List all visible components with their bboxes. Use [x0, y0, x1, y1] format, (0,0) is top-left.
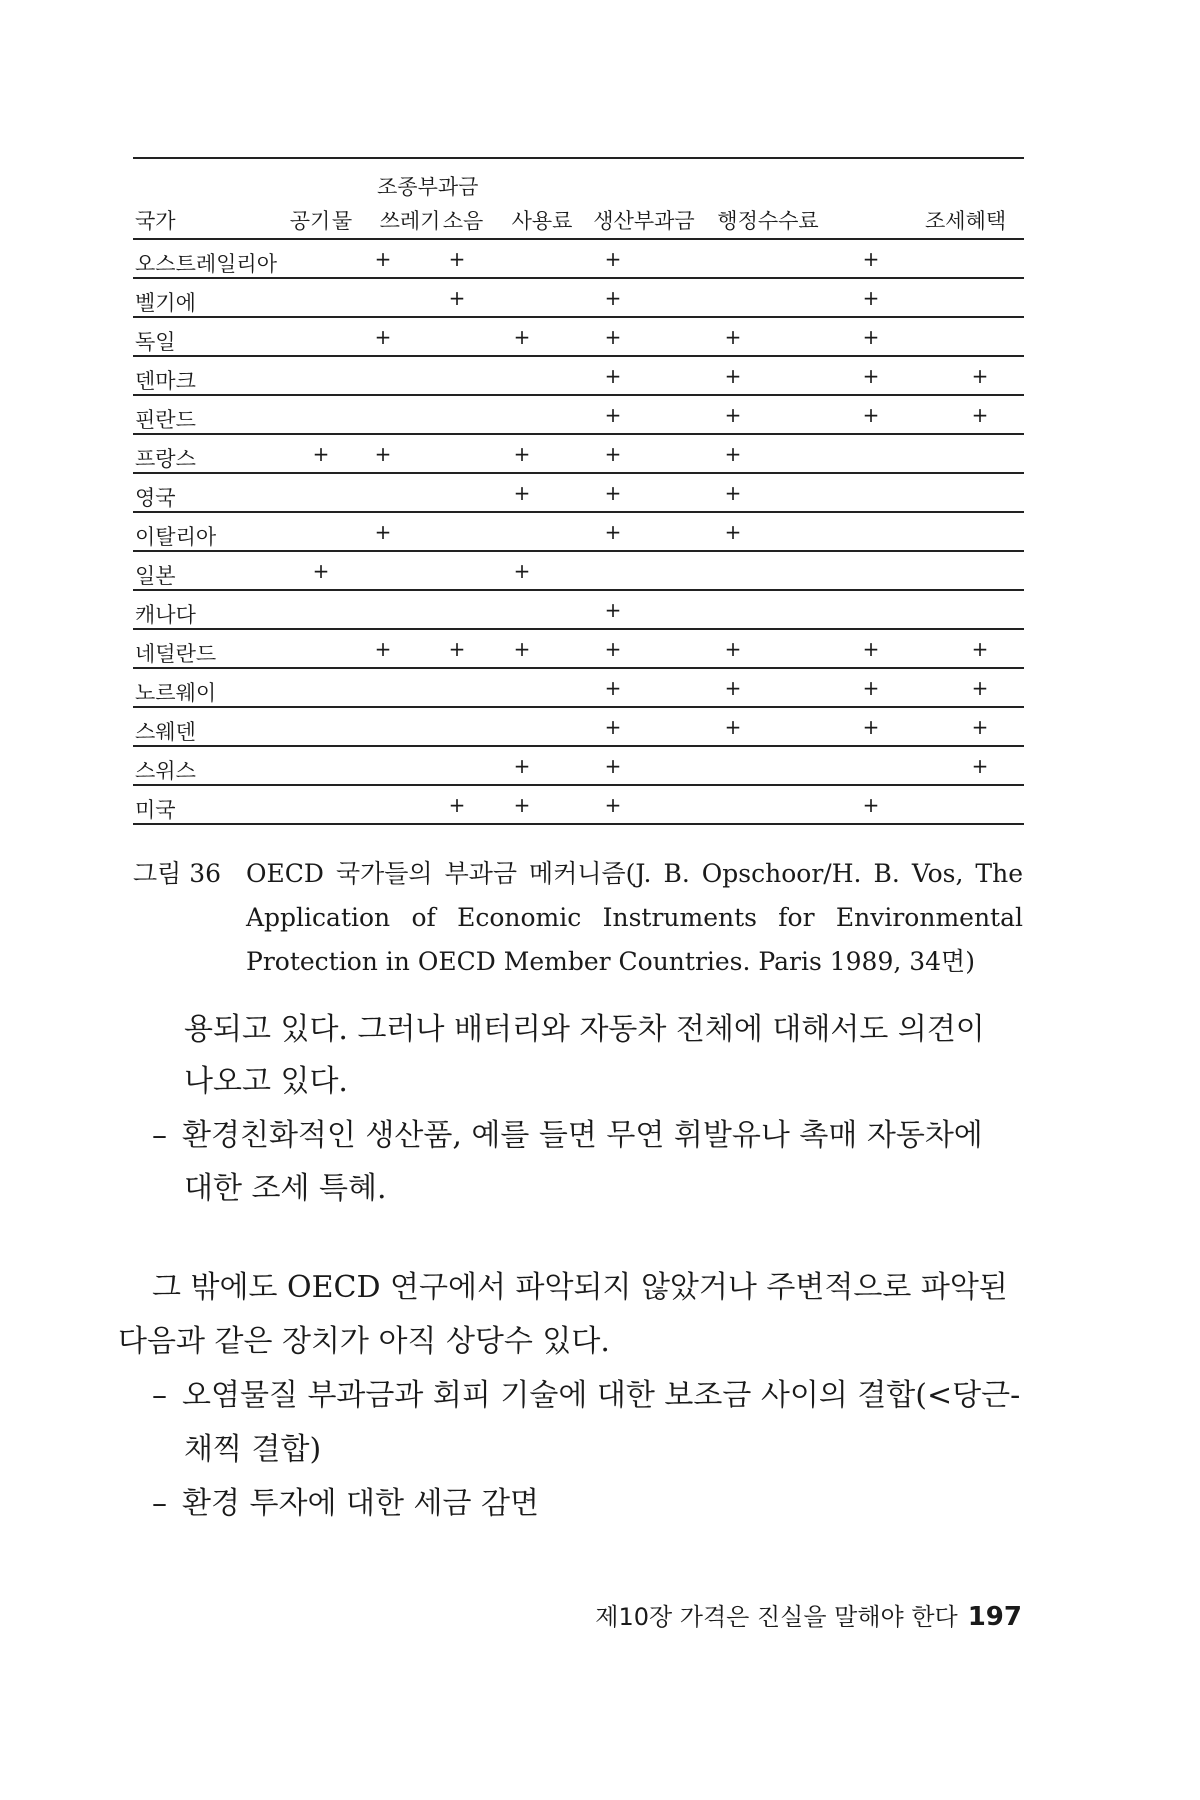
- bullet-continuation: 채찍 결합): [184, 1432, 322, 1467]
- plus-mark: +: [724, 325, 742, 349]
- country-cell: 프랑스: [135, 447, 196, 471]
- plus-mark: +: [971, 637, 989, 661]
- country-cell: 스위스: [135, 759, 196, 783]
- plus-mark: +: [862, 715, 880, 739]
- plus-mark: +: [312, 559, 330, 583]
- plus-mark: +: [604, 637, 622, 661]
- plus-mark: +: [374, 442, 392, 466]
- page-number: 197: [967, 1602, 1022, 1632]
- table-row: [133, 630, 1024, 669]
- table-row: [133, 318, 1024, 357]
- plus-mark: +: [604, 793, 622, 817]
- plus-mark: +: [862, 286, 880, 310]
- table-row: [133, 591, 1024, 630]
- country-cell: 미국: [135, 798, 176, 822]
- plus-mark: +: [862, 364, 880, 388]
- plus-mark: +: [513, 754, 531, 778]
- table-row: [133, 474, 1024, 513]
- plus-mark: +: [862, 325, 880, 349]
- plus-mark: +: [374, 520, 392, 544]
- country-cell: 덴마크: [135, 369, 196, 393]
- plus-mark: +: [604, 247, 622, 271]
- plus-mark: +: [604, 286, 622, 310]
- plus-mark: +: [448, 637, 466, 661]
- bullet-text: 환경친화적인 생산품, 예를 들면 무연 휘발유나 촉매 자동차에: [182, 1118, 983, 1153]
- col-header-noise: 소음: [442, 209, 484, 233]
- bullet-continuation: 대한 조세 특혜.: [184, 1171, 387, 1206]
- page-footer: [595, 1597, 1022, 1632]
- country-cell: 일본: [135, 564, 176, 588]
- plus-mark: +: [448, 793, 466, 817]
- table-row: [133, 279, 1024, 318]
- caption-line: Protection in OECD Member Countries. Paris 1989, 34면): [246, 947, 975, 976]
- table-header: [133, 159, 1024, 240]
- country-cell: 스웨덴: [135, 720, 196, 744]
- dash-marker: –: [152, 1486, 167, 1521]
- bullet-text: 환경 투자에 대한 세금 감면: [182, 1486, 539, 1521]
- table-row: [133, 747, 1024, 786]
- table-row: [133, 513, 1024, 552]
- col-header-admin-fee: 행정수수료: [717, 209, 819, 233]
- plus-mark: +: [513, 442, 531, 466]
- plus-mark: +: [971, 754, 989, 778]
- plus-mark: +: [724, 481, 742, 505]
- plus-mark: +: [513, 559, 531, 583]
- plus-mark: +: [604, 715, 622, 739]
- caption-line: Application of Economic Instruments for Environmental: [246, 903, 1023, 932]
- plus-mark: +: [971, 676, 989, 700]
- plus-mark: +: [724, 403, 742, 427]
- col-header-product-charge: 생산부과금: [593, 209, 695, 233]
- plus-mark: +: [604, 520, 622, 544]
- plus-mark: +: [604, 364, 622, 388]
- dash-marker: –: [152, 1378, 167, 1413]
- table-row: [133, 240, 1024, 279]
- bullet-line: [152, 1478, 539, 1522]
- plus-mark: +: [724, 637, 742, 661]
- chapter-title: 제10장 가격은 진실을 말해야 한다: [595, 1603, 958, 1631]
- paragraph-line: 그 밖에도 OECD 연구에서 파악되지 않았거나 주변적으로 파악된: [152, 1270, 1008, 1305]
- figure-label: 그림 36: [133, 859, 222, 888]
- table-row: [133, 435, 1024, 474]
- plus-mark: +: [513, 793, 531, 817]
- plus-mark: +: [724, 520, 742, 544]
- table-row: [133, 786, 1024, 825]
- country-cell: 이탈리아: [135, 525, 217, 549]
- header-group-label: 조종부과금: [377, 175, 479, 199]
- plus-mark: +: [862, 793, 880, 817]
- paragraph-line: 다음과 같은 장치가 아직 상당수 있다.: [118, 1324, 610, 1359]
- plus-mark: +: [604, 481, 622, 505]
- plus-mark: +: [513, 637, 531, 661]
- plus-mark: +: [374, 637, 392, 661]
- col-header-air: 공기: [289, 209, 331, 233]
- plus-mark: +: [513, 325, 531, 349]
- plus-mark: +: [862, 676, 880, 700]
- plus-mark: +: [374, 325, 392, 349]
- col-header-user-fee: 사용료: [511, 209, 573, 233]
- country-cell: 오스트레일리아: [135, 252, 278, 276]
- plus-mark: +: [604, 325, 622, 349]
- country-cell: 영국: [135, 486, 176, 510]
- plus-mark: +: [724, 676, 742, 700]
- plus-mark: +: [448, 247, 466, 271]
- charge-mechanism-table: [133, 157, 1024, 825]
- plus-mark: +: [604, 598, 622, 622]
- table-row: [133, 669, 1024, 708]
- plus-mark: +: [604, 442, 622, 466]
- plus-mark: +: [862, 403, 880, 427]
- paragraph-line: 용되고 있다. 그러나 배터리와 자동차 전체에 대해서도 의견이: [184, 1012, 985, 1047]
- plus-mark: +: [513, 481, 531, 505]
- plus-mark: +: [862, 637, 880, 661]
- bullet-line: [152, 1370, 1020, 1414]
- plus-mark: +: [724, 364, 742, 388]
- bullet-text: 오염물질 부과금과 회피 기술에 대한 보조금 사이의 결합(<당근-: [182, 1378, 1021, 1413]
- table-row: [133, 708, 1024, 747]
- plus-mark: +: [724, 715, 742, 739]
- bullet-line: [152, 1110, 983, 1154]
- col-header-waste: 쓰레기: [379, 209, 441, 233]
- table-row: [133, 552, 1024, 591]
- plus-mark: +: [604, 676, 622, 700]
- plus-mark: +: [971, 715, 989, 739]
- paragraph-line: 나오고 있다.: [184, 1064, 348, 1099]
- plus-mark: +: [604, 403, 622, 427]
- country-cell: 네덜란드: [135, 642, 217, 666]
- col-header-tax-benefit: 조세혜택: [925, 209, 1007, 233]
- country-cell: 캐나다: [135, 603, 196, 627]
- col-header-country: 국가: [135, 209, 176, 233]
- plus-mark: +: [971, 364, 989, 388]
- plus-mark: +: [971, 403, 989, 427]
- country-cell: 노르웨이: [135, 681, 217, 705]
- col-header-water: 물: [331, 209, 353, 233]
- plus-mark: +: [862, 247, 880, 271]
- country-cell: 벨기에: [135, 291, 196, 315]
- table-row: [133, 357, 1024, 396]
- plus-mark: +: [374, 247, 392, 271]
- table-row: [133, 396, 1024, 435]
- plus-mark: +: [448, 286, 466, 310]
- caption-body: [246, 852, 1023, 984]
- plus-mark: +: [312, 442, 330, 466]
- country-cell: 독일: [135, 330, 176, 354]
- table-body: [133, 240, 1024, 825]
- dash-marker: –: [152, 1118, 167, 1153]
- caption-line: OECD 국가들의 부과금 메커니즘(J. B. Opschoor/H. B. Vos, The: [246, 859, 1023, 888]
- plus-mark: +: [604, 754, 622, 778]
- plus-mark: +: [724, 442, 742, 466]
- country-cell: 핀란드: [135, 408, 196, 432]
